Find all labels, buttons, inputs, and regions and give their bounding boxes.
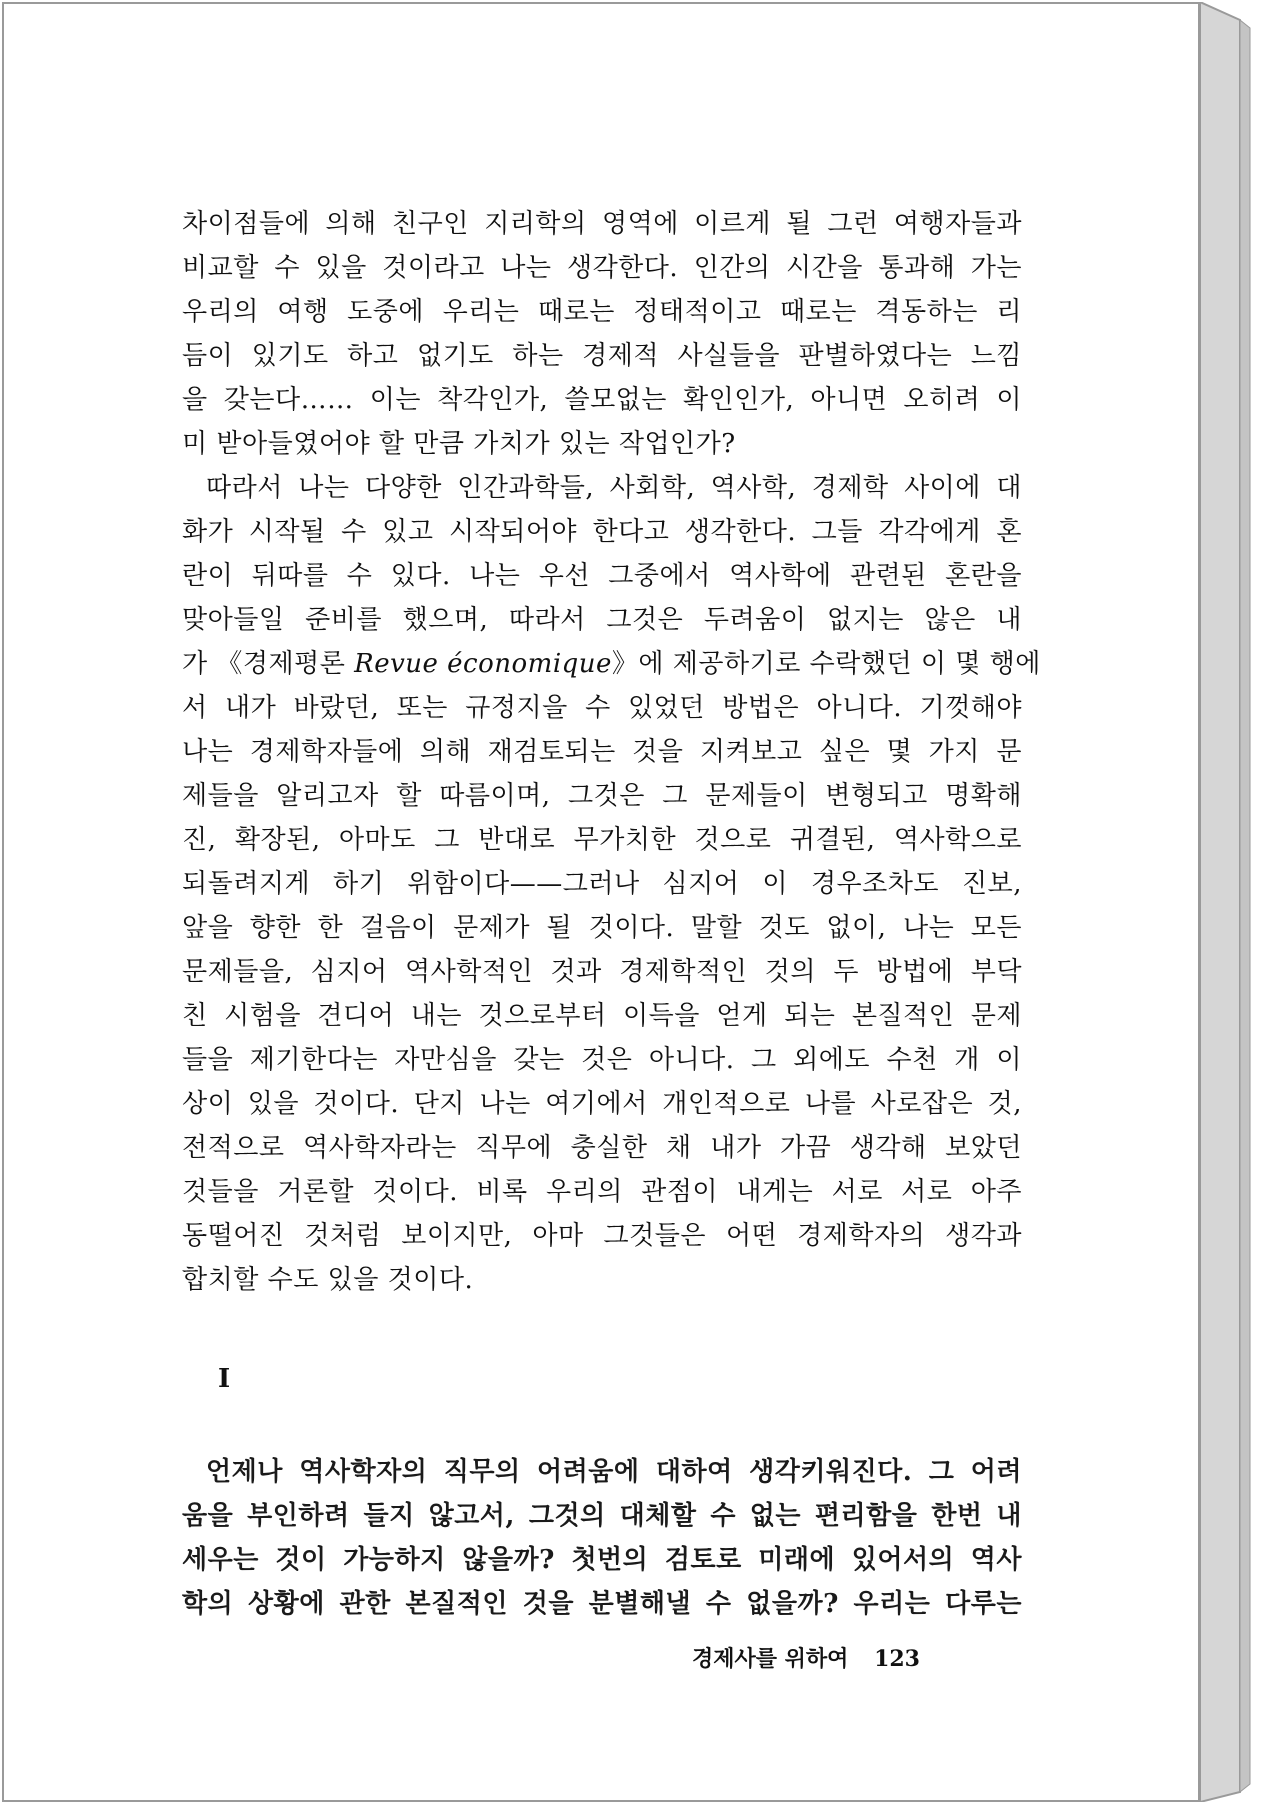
section-1-text bbox=[182, 1450, 1022, 1626]
paragraph-2-line-10: 되돌려지게 하기 위함이다——그러나 심지어 이 경우조차도 진보, bbox=[182, 869, 1022, 899]
section-heading-numeral: I bbox=[218, 1364, 231, 1394]
paragraph-2-line-18: 동떨어진 것처럼 보이지만, 아마 그것들은 어떤 경제학자의 생각과 bbox=[182, 1221, 1022, 1251]
book-page-edge bbox=[1200, 2, 1252, 1802]
journal-title-italic: Revue économique bbox=[354, 649, 612, 679]
paragraph-2-line-15: 상이 있을 것이다. 단지 나는 여기에서 개인적으로 나를 사로잡은 것, bbox=[182, 1089, 1022, 1119]
paragraph-2-line-8: 제들을 알리고자 할 따름이며, 그것은 그 문제들이 변형되고 명확해 bbox=[182, 781, 1022, 811]
paragraph-2-line-5-after: 》에 제공하기로 수락했던 이 몇 행에 bbox=[611, 649, 1041, 679]
paragraph-2-line-6: 서 내가 바랐던, 또는 규정지을 수 있었던 방법은 아니다. 기껏해야 bbox=[182, 693, 1022, 723]
paragraph-2-line-14: 들을 제기한다는 자만심을 갖는 것은 아니다. 그 외에도 수천 개 이 bbox=[182, 1045, 1022, 1075]
paragraph-1-line-1: 차이점들에 의해 친구인 지리학의 영역에 이르게 될 그런 여행자들과 bbox=[182, 209, 1022, 239]
running-footer bbox=[692, 1642, 920, 1673]
body-text bbox=[182, 202, 1041, 1302]
paragraph-2-line-12: 문제들을, 심지어 역사학적인 것과 경제학적인 것의 두 방법에 부닥 bbox=[182, 957, 1022, 987]
paragraph-3-line-2: 움을 부인하려 들지 않고서, 그것의 대체할 수 없는 편리함을 한번 내 bbox=[182, 1501, 1022, 1531]
paragraph-1-line-4: 듬이 있기도 하고 없기도 하는 경제적 사실들을 판별하였다는 느낌 bbox=[182, 341, 1022, 371]
paragraph-2-line-19: 합치할 수도 있을 것이다. bbox=[182, 1265, 474, 1295]
running-title: 경제사를 위하여 bbox=[691, 1646, 849, 1672]
paragraph-2-line-2: 화가 시작될 수 있고 시작되어야 한다고 생각한다. 그들 각각에게 혼 bbox=[182, 517, 1022, 547]
book-page bbox=[2, 2, 1200, 1802]
paragraph-1-line-3: 우리의 여행 도중에 우리는 때로는 정태적이고 때로는 격동하는 리 bbox=[182, 297, 1022, 327]
paragraph-2-line-17: 것들을 거론할 것이다. 비록 우리의 관점이 내게는 서로 서로 아주 bbox=[182, 1177, 1022, 1207]
paragraph-2-line-4: 맞아들일 준비를 했으며, 따라서 그것은 두려움이 없지는 않은 내 bbox=[182, 605, 1022, 635]
paragraph-2-line-9: 진, 확장된, 아마도 그 반대로 무가치한 것으로 귀결된, 역사학으로 bbox=[182, 825, 1022, 855]
paragraph-2-line-3: 란이 뒤따를 수 있다. 나는 우선 그중에서 역사학에 관련된 혼란을 bbox=[182, 561, 1022, 591]
paragraph-3-line-4: 학의 상황에 관한 본질적인 것을 분별해낼 수 없을까? 우리는 다루는 bbox=[182, 1589, 1022, 1619]
paragraph-1-line-5: 을 갖는다…… 이는 착각인가, 쓸모없는 확인인가, 아니면 오히려 이 bbox=[182, 385, 1022, 415]
paragraph-1-line-2: 비교할 수 있을 것이라고 나는 생각한다. 인간의 시간을 통과해 가는 bbox=[182, 253, 1022, 283]
paragraph-2-line-13: 친 시험을 견디어 내는 것으로부터 이득을 얻게 되는 본질적인 문제 bbox=[182, 1001, 1022, 1031]
paragraph-3-line-1: 언제나 역사학자의 직무의 어려움에 대하여 생각키워진다. 그 어려 bbox=[206, 1457, 1022, 1487]
paragraph-2-line-7: 나는 경제학자들에 의해 재검토되는 것을 지켜보고 싶은 몇 가지 문 bbox=[182, 737, 1022, 767]
page-number: 123 bbox=[874, 1646, 920, 1672]
paragraph-1-line-6: 미 받아들였어야 할 만큼 가치가 있는 작업인가? bbox=[182, 429, 736, 459]
paragraph-2-line-11: 앞을 향한 한 걸음이 문제가 될 것이다. 말할 것도 없이, 나는 모든 bbox=[182, 913, 1022, 943]
paragraph-2-line-5-before: 가 《경제평론 bbox=[182, 649, 355, 679]
paragraph-2-line-1: 따라서 나는 다양한 인간과학들, 사회학, 역사학, 경제학 사이에 대 bbox=[206, 473, 1022, 503]
paragraph-2-line-16: 전적으로 역사학자라는 직무에 충실한 채 내가 가끔 생각해 보았던 bbox=[182, 1133, 1022, 1163]
paragraph-2-line-5 bbox=[182, 642, 1041, 686]
paragraph-3-line-3: 세우는 것이 가능하지 않을까? 첫번의 검토로 미래에 있어서의 역사 bbox=[182, 1545, 1022, 1575]
